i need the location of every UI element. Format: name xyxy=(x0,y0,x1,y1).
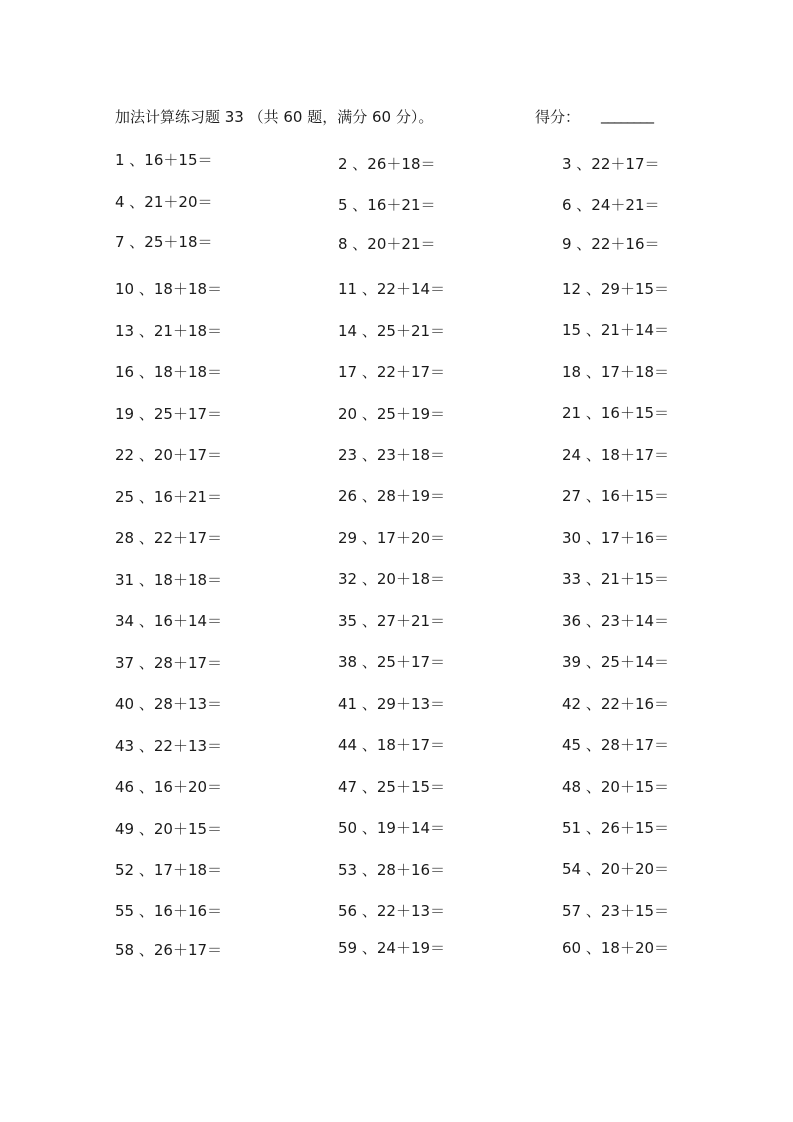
problem-item: 58 、26＋17＝ xyxy=(115,941,223,959)
problem-item: 22 、20＋17＝ xyxy=(115,446,223,464)
problem-item: 51 、26＋15＝ xyxy=(562,819,670,837)
problem-item: 49 、20＋15＝ xyxy=(115,820,223,838)
problem-item: 27 、16＋15＝ xyxy=(562,487,670,505)
problem-item: 16 、18＋18＝ xyxy=(115,363,223,381)
problem-item: 30 、17＋16＝ xyxy=(562,529,670,547)
score-blank: ________ xyxy=(601,106,653,124)
problem-item: 52 、17＋18＝ xyxy=(115,861,223,879)
problem-item: 53 、28＋16＝ xyxy=(338,861,446,879)
problem-item: 35 、27＋21＝ xyxy=(338,612,446,630)
problem-item: 47 、25＋15＝ xyxy=(338,778,446,796)
problem-item: 19 、25＋17＝ xyxy=(115,405,223,423)
problem-item: 55 、16＋16＝ xyxy=(115,902,223,920)
problem-item: 60 、18＋20＝ xyxy=(562,939,670,957)
problem-item: 5 、16＋21＝ xyxy=(338,196,436,214)
problem-item: 48 、20＋15＝ xyxy=(562,778,670,796)
problem-item: 54 、20＋20＝ xyxy=(562,860,670,878)
problem-item: 32 、20＋18＝ xyxy=(338,570,446,588)
problem-item: 1 、16＋15＝ xyxy=(115,151,213,169)
problem-item: 31 、18＋18＝ xyxy=(115,571,223,589)
problem-item: 34 、16＋14＝ xyxy=(115,612,223,630)
problem-item: 50 、19＋14＝ xyxy=(338,819,446,837)
problem-item: 41 、29＋13＝ xyxy=(338,695,446,713)
problem-item: 42 、22＋16＝ xyxy=(562,695,670,713)
problem-item: 43 、22＋13＝ xyxy=(115,737,223,755)
problem-item: 13 、21＋18＝ xyxy=(115,322,223,340)
problem-item: 8 、20＋21＝ xyxy=(338,235,436,253)
problem-item: 10 、18＋18＝ xyxy=(115,280,223,298)
problem-item: 20 、25＋19＝ xyxy=(338,405,446,423)
problem-item: 9 、22＋16＝ xyxy=(562,235,660,253)
problem-item: 6 、24＋21＝ xyxy=(562,196,660,214)
problem-item: 36 、23＋14＝ xyxy=(562,612,670,630)
problem-item: 17 、22＋17＝ xyxy=(338,363,446,381)
problem-item: 15 、21＋14＝ xyxy=(562,321,670,339)
problem-item: 39 、25＋14＝ xyxy=(562,653,670,671)
problem-item: 28 、22＋17＝ xyxy=(115,529,223,547)
problem-item: 24 、18＋17＝ xyxy=(562,446,670,464)
problem-item: 12 、29＋15＝ xyxy=(562,280,670,298)
problem-item: 38 、25＋17＝ xyxy=(338,653,446,671)
problem-item: 45 、28＋17＝ xyxy=(562,736,670,754)
problem-item: 21 、16＋15＝ xyxy=(562,404,670,422)
problem-item: 56 、22＋13＝ xyxy=(338,902,446,920)
problem-item: 23 、23＋18＝ xyxy=(338,446,446,464)
problem-item: 11 、22＋14＝ xyxy=(338,280,446,298)
problem-item: 25 、16＋21＝ xyxy=(115,488,223,506)
problem-item: 37 、28＋17＝ xyxy=(115,654,223,672)
problem-item: 59 、24＋19＝ xyxy=(338,939,446,957)
problem-item: 46 、16＋20＝ xyxy=(115,778,223,796)
worksheet-title: 加法计算练习题 33 （共 60 题，满分 60 分）。 xyxy=(115,108,434,126)
problem-item: 18 、17＋18＝ xyxy=(562,363,670,381)
problem-item: 14 、25＋21＝ xyxy=(338,322,446,340)
problem-item: 57 、23＋15＝ xyxy=(562,902,670,920)
problem-item: 44 、18＋17＝ xyxy=(338,736,446,754)
problem-item: 3 、22＋17＝ xyxy=(562,155,660,173)
problem-item: 29 、17＋20＝ xyxy=(338,529,446,547)
problem-item: 4 、21＋20＝ xyxy=(115,193,213,211)
problem-item: 7 、25＋18＝ xyxy=(115,233,213,251)
problem-item: 2 、26＋18＝ xyxy=(338,155,436,173)
score-label: 得分： xyxy=(535,108,581,126)
problem-item: 33 、21＋15＝ xyxy=(562,570,670,588)
problem-item: 26 、28＋19＝ xyxy=(338,487,446,505)
problem-item: 40 、28＋13＝ xyxy=(115,695,223,713)
